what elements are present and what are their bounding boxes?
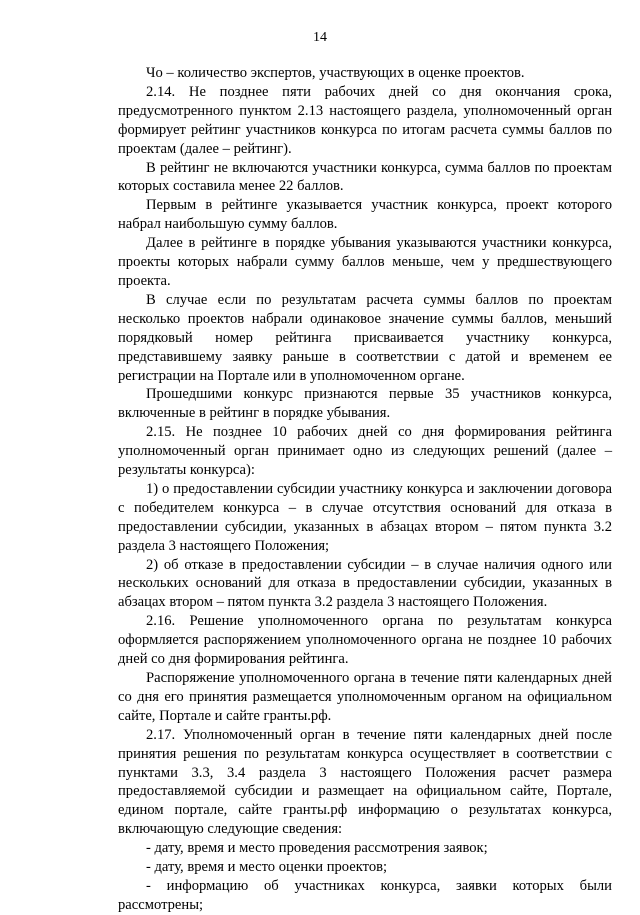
paragraph-order-publication: Распоряжение уполномоченного органа в течение пяти календарных дней со дня его принятия размещается уполномоченным органом на официальном сайте, Портале и сайте гранты.рф. — [118, 670, 612, 724]
paragraph-rating-first: Первым в рейтинге указывается участник конкурса, проект которого набрал наибольшую сумму баллов. — [118, 197, 612, 233]
paragraph-2-17: 2.17. Уполномоченный орган в течение пяти календарных дней после принятия решения по результатам конкурса осуществляет в соответствии с пунктами 3.3, 3.4 раздела 3 настоящего Положения расчет размера предоставляемой субсидии и размещает на официальном сайте, Портале, едином портале, сайте гранты.рф информацию о результатах конкурса, включающую следующие сведения: — [118, 726, 612, 838]
paragraph-rating-order: Далее в рейтинге в порядке убывания указываются участники конкурса, проекты которых набрали сумму баллов меньше, чем у предшествующего проекта. — [118, 235, 612, 289]
paragraph-equal-scores: В случае если по результатам расчета суммы баллов по проектам несколько проектов набрали одинаковое значение суммы баллов, меньший порядковый номер рейтинга присваивается участнику конкурса, представившему заявку раньше в соответствии с датой и временем ее регистрации на Портале или в уполномоченном органе. — [118, 291, 612, 384]
paragraph-2-16: 2.16. Решение уполномоченного органа по результатам конкурса оформляется распоряжением уполномоченного органа не позднее 10 рабочих дней со дня формирования рейтинга. — [118, 613, 612, 668]
paragraph-2-15: 2.15. Не позднее 10 рабочих дней со дня формирования рейтинга уполномоченный орган принимает одно из следующих решений (далее – результаты конкурса): — [118, 424, 612, 479]
paragraph-winners: Прошедшими конкурс признаются первые 35 участников конкурса, включенные в рейтинг в порядке убывания. — [118, 386, 612, 422]
paragraph-rating-exclusion: В рейтинг не включаются участники конкурса, сумма баллов по проектам которых составила менее 22 баллов. — [118, 159, 612, 195]
paragraph-decision-refuse: 2) об отказе в предоставлении субсидии – в случае наличия одного или нескольких оснований для отказа в предоставлении субсидии, указанных в абзацах втором – пятом пункта 3.2 раздела 3 настоящего Положения. — [118, 556, 612, 611]
list-item-participants-info: - информацию об участниках конкурса, заявки которых были рассмотрены; — [118, 877, 612, 913]
list-item-evaluation-date: - дату, время и место оценки проектов; — [146, 859, 388, 876]
list-item-review-date: - дату, время и место проведения рассмотрения заявок; — [146, 840, 488, 857]
paragraph-experts-count: Чо – количество экспертов, участвующих в оценке проектов. — [146, 65, 525, 81]
paragraph-2-14: 2.14. Не позднее пяти рабочих дней со дня окончания срока, предусмотренного пунктом 2.13 настоящего раздела, уполномоченный орган формирует рейтинг участников конкурса по итогам расчета суммы баллов по проектам (далее – рейтинг). — [118, 83, 612, 157]
paragraph-decision-grant: 1) о предоставлении субсидии участнику конкурса и заключении договора с победителем конкурса – в случае отсутствия оснований для отказа в предоставлении субсидии, указанных в абзацах втором – пятом пункта 3.2 раздела 3 настоящего Положения; — [118, 480, 612, 554]
page-number: 14 — [313, 30, 327, 45]
document-body — [118, 64, 612, 915]
